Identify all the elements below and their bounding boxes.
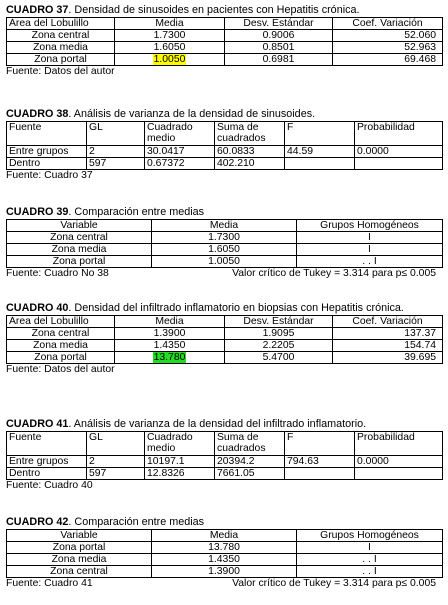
cell: 0.0000 bbox=[355, 456, 443, 468]
cuadro-38-table bbox=[6, 121, 443, 170]
cell: . . I bbox=[297, 256, 443, 268]
header-cell: F bbox=[285, 122, 355, 146]
table-row bbox=[7, 566, 443, 578]
header-cell: Grupos Homogéneos bbox=[297, 530, 443, 542]
table-row bbox=[7, 256, 443, 268]
cuadro-37-source: Fuente: Datos del autor bbox=[6, 66, 115, 77]
cell bbox=[115, 54, 225, 66]
cell: 1.6050 bbox=[115, 42, 225, 54]
table-row bbox=[7, 352, 443, 364]
cell: 597 bbox=[87, 158, 145, 170]
cell: 137.37 bbox=[333, 328, 443, 340]
cell: Zona portal bbox=[7, 542, 152, 554]
cuadro-42-title: CUADRO 42. Comparación entre medias bbox=[6, 516, 205, 528]
cell: 44.59 bbox=[285, 146, 355, 158]
cuadro-39-tukey: Valor crítico de Tukey = 3.314 para p≤ 0.005 bbox=[232, 268, 436, 279]
cell: 402.210 bbox=[215, 158, 285, 170]
highlighted-value: 1.0050 bbox=[153, 54, 186, 65]
cell: I bbox=[297, 542, 443, 554]
cuadro-38-title: CUADRO 38. Análisis de varianza de la densidad de sinusoides. bbox=[6, 108, 316, 120]
cell: 1.0050 bbox=[152, 256, 297, 268]
cell: 39.695 bbox=[333, 352, 443, 364]
header-cell: Media bbox=[115, 316, 225, 328]
header-cell: Cuadrado medio bbox=[145, 432, 215, 456]
cuadro-42 bbox=[6, 516, 442, 590]
cell: 7661.05 bbox=[215, 468, 285, 480]
cuadro-37-table bbox=[6, 17, 443, 66]
table-row bbox=[7, 158, 443, 170]
table-header-row bbox=[7, 530, 443, 542]
table-row bbox=[7, 328, 443, 340]
cell: I bbox=[297, 232, 443, 244]
cuadro-42-tukey: Valor crítico de Tukey = 3.314 para p≤ 0.005 bbox=[232, 578, 436, 589]
cell bbox=[285, 158, 355, 170]
cell: Zona central bbox=[7, 566, 152, 578]
cell: 5.4700 bbox=[225, 352, 333, 364]
cell: Zona media bbox=[7, 244, 152, 256]
cell bbox=[115, 352, 225, 364]
cell: Zona central bbox=[7, 30, 115, 42]
cell: 1.3900 bbox=[152, 566, 297, 578]
cell: . . I bbox=[297, 566, 443, 578]
table-header-row bbox=[7, 18, 443, 30]
cuadro-39-table bbox=[6, 219, 443, 268]
header-cell: Media bbox=[152, 220, 297, 232]
highlighted-value: 13.780 bbox=[153, 352, 186, 363]
header-cell: Grupos Homogéneos bbox=[297, 220, 443, 232]
table-row bbox=[7, 456, 443, 468]
cell: 52.060 bbox=[333, 30, 443, 42]
cuadro-39 bbox=[6, 206, 442, 280]
header-cell: Suma de cuadrados bbox=[215, 432, 285, 456]
cuadro-40-table bbox=[6, 315, 443, 364]
cell: Zona central bbox=[7, 232, 152, 244]
cell bbox=[285, 468, 355, 480]
cell: 0.0000 bbox=[355, 146, 443, 158]
cell: 10197.1 bbox=[145, 456, 215, 468]
header-cell: GL bbox=[87, 122, 145, 146]
cell: 69.468 bbox=[333, 54, 443, 66]
cuadro-38 bbox=[6, 108, 442, 182]
cuadro-40 bbox=[6, 302, 442, 376]
header-cell: Media bbox=[152, 530, 297, 542]
cell: Entre grupos bbox=[7, 456, 87, 468]
cell: Zona portal bbox=[7, 352, 115, 364]
cell: Zona portal bbox=[7, 256, 152, 268]
cell: 1.6050 bbox=[152, 244, 297, 256]
header-cell: Media bbox=[115, 18, 225, 30]
header-cell: Probabilidad bbox=[355, 432, 443, 456]
cell: 2 bbox=[87, 146, 145, 158]
header-cell: Suma de cuadrados bbox=[215, 122, 285, 146]
cell: 1.7300 bbox=[115, 30, 225, 42]
cell: Entre grupos bbox=[7, 146, 87, 158]
cell: 154.74 bbox=[333, 340, 443, 352]
table-row bbox=[7, 468, 443, 480]
table-header-row bbox=[7, 122, 443, 146]
cuadro-42-footer bbox=[6, 578, 442, 590]
cuadro-38-source: Fuente: Cuadro 37 bbox=[6, 170, 93, 181]
cell: Zona media bbox=[7, 554, 152, 566]
cell bbox=[355, 158, 443, 170]
cuadro-39-title: CUADRO 39. Comparación entre medias bbox=[6, 206, 205, 218]
cell: 0.6981 bbox=[225, 54, 333, 66]
header-cell: Desv. Estándar bbox=[225, 18, 333, 30]
header-cell: F bbox=[285, 432, 355, 456]
cell: 1.4350 bbox=[115, 340, 225, 352]
table-row bbox=[7, 54, 443, 66]
header-cell: Coef. Variación bbox=[333, 316, 443, 328]
header-cell: Coef. Variación bbox=[333, 18, 443, 30]
cuadro-42-table bbox=[6, 529, 443, 578]
header-cell: Cuadrado medio bbox=[145, 122, 215, 146]
table-header-row bbox=[7, 316, 443, 328]
table-row bbox=[7, 30, 443, 42]
table-row bbox=[7, 542, 443, 554]
table-row bbox=[7, 340, 443, 352]
header-cell: Fuente bbox=[7, 122, 87, 146]
table-row bbox=[7, 244, 443, 256]
cell bbox=[355, 468, 443, 480]
header-cell: Variable bbox=[7, 530, 152, 542]
cell: 30.0417 bbox=[145, 146, 215, 158]
table-row bbox=[7, 42, 443, 54]
cell: 1.4350 bbox=[152, 554, 297, 566]
cell: 2 bbox=[87, 456, 145, 468]
cell: 597 bbox=[87, 468, 145, 480]
cell: 794.63 bbox=[285, 456, 355, 468]
cuadro-40-source: Fuente: Datos del autor bbox=[6, 364, 115, 375]
cell: 1.7300 bbox=[152, 232, 297, 244]
table-row bbox=[7, 146, 443, 158]
cell: 1.9095 bbox=[225, 328, 333, 340]
cuadro-37 bbox=[6, 4, 442, 78]
header-cell: Variable bbox=[7, 220, 152, 232]
cell: Dentro bbox=[7, 468, 87, 480]
header-cell: Probabilidad bbox=[355, 122, 443, 146]
header-cell: Área del Lobulillo bbox=[7, 18, 115, 30]
cell: 13.780 bbox=[152, 542, 297, 554]
cell: 0.67372 bbox=[145, 158, 215, 170]
header-cell: Desv. Estándar bbox=[225, 316, 333, 328]
cell: 52.963 bbox=[333, 42, 443, 54]
cell: 1.3900 bbox=[115, 328, 225, 340]
cuadro-40-title: CUADRO 40. Densidad del infiltrado inflamatorio en biopsias con Hepatitis crónica. bbox=[6, 302, 404, 314]
cuadro-41 bbox=[6, 418, 442, 492]
cell: I bbox=[297, 244, 443, 256]
table-row bbox=[7, 554, 443, 566]
header-cell: Área del Lobulillo bbox=[7, 316, 115, 328]
cell: 60.0833 bbox=[215, 146, 285, 158]
cell: Zona media bbox=[7, 42, 115, 54]
header-cell: Fuente bbox=[7, 432, 87, 456]
cell: Zona portal bbox=[7, 54, 115, 66]
cuadro-41-title: CUADRO 41. Análisis de varianza de la densidad del infiltrado inflamatorio. bbox=[6, 418, 367, 430]
cuadro-39-source: Fuente: Cuadro No 38 bbox=[6, 268, 109, 279]
header-cell: GL bbox=[87, 432, 145, 456]
cuadro-42-source: Fuente: Cuadro 41 bbox=[6, 578, 93, 589]
table-header-row bbox=[7, 220, 443, 232]
cell: 0.9006 bbox=[225, 30, 333, 42]
table-row bbox=[7, 232, 443, 244]
cuadro-37-title: CUADRO 37. Densidad de sinusoides en pacientes con Hepatitis crónica. bbox=[6, 4, 360, 16]
cuadro-41-table bbox=[6, 431, 443, 480]
cuadro-41-source: Fuente: Cuadro 40 bbox=[6, 480, 93, 491]
cell: . . I bbox=[297, 554, 443, 566]
cuadro-39-footer bbox=[6, 268, 442, 280]
cell: 12.8326 bbox=[145, 468, 215, 480]
table-header-row bbox=[7, 432, 443, 456]
cell: 20394.2 bbox=[215, 456, 285, 468]
cell: 2.2205 bbox=[225, 340, 333, 352]
cell: Zona media bbox=[7, 340, 115, 352]
cell: 0.8501 bbox=[225, 42, 333, 54]
cell: Zona central bbox=[7, 328, 115, 340]
cell: Dentro bbox=[7, 158, 87, 170]
